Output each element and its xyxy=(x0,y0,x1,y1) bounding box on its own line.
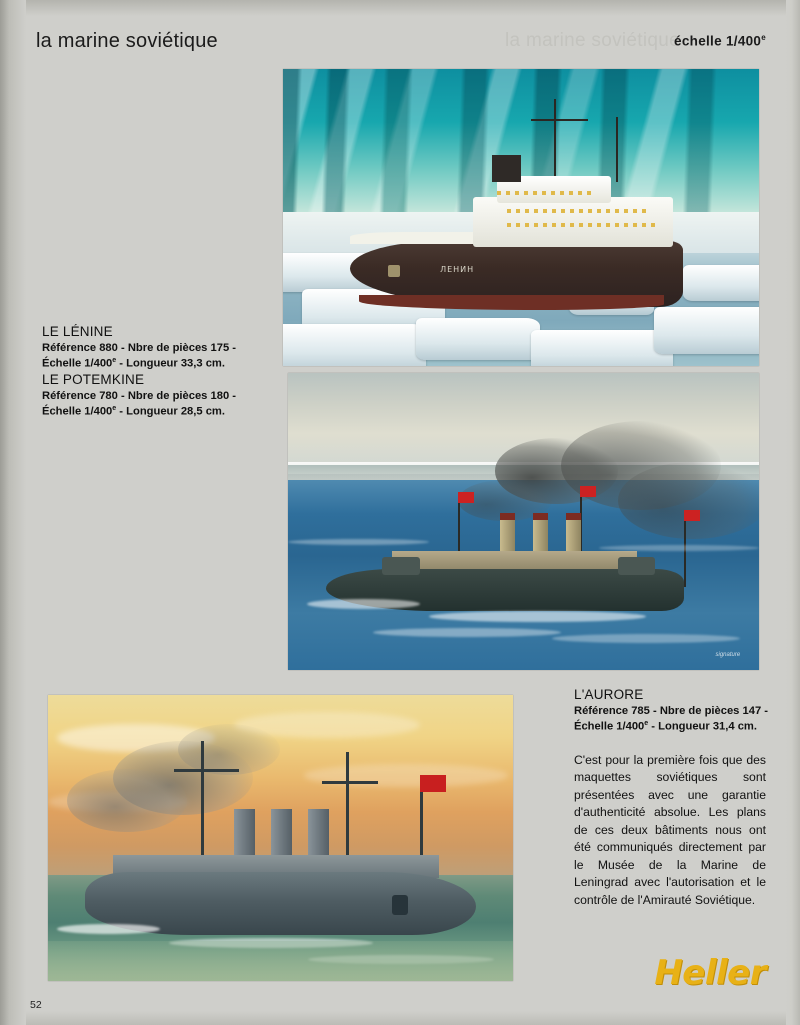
potemkine-turret-fore xyxy=(382,557,420,575)
caption-potemkine-title: LE POTEMKINE xyxy=(42,372,145,387)
ice-floe xyxy=(654,307,759,355)
aurore-yardarm xyxy=(322,781,378,784)
illustration-aurore xyxy=(48,695,513,981)
potemkine-flag-main xyxy=(580,486,596,497)
caption-lenine-line2 xyxy=(42,356,236,372)
caption-lenine xyxy=(42,324,236,372)
caption-potemkine-scale-prefix: Échelle 1/400 xyxy=(42,405,113,418)
aurore-foreground-swell xyxy=(48,941,513,981)
illustration-lenine xyxy=(283,69,759,366)
page-number: 52 xyxy=(30,999,42,1011)
potemkine-turret-aft xyxy=(618,557,656,575)
caption-aurore-scale-prefix: Échelle 1/400 xyxy=(574,720,645,733)
lenine-superstructure xyxy=(473,197,673,247)
aurore-smoke xyxy=(178,724,280,775)
caption-aurore xyxy=(574,687,768,735)
ice-floe xyxy=(416,318,540,360)
aurore-funnel xyxy=(308,809,329,858)
caption-potemkine xyxy=(42,372,236,420)
lenine-yardarm xyxy=(531,119,588,121)
potemkine-funnel-cap xyxy=(566,513,581,520)
potemkine-flag-stern xyxy=(684,510,700,521)
lenine-window-row xyxy=(507,223,659,227)
potemkine-flag-fore xyxy=(458,492,474,503)
aurore-flag xyxy=(420,775,446,792)
lenine-window-row xyxy=(497,191,592,195)
caption-potemkine-length: - Longueur 28,5 cm. xyxy=(116,405,225,418)
lenine-bow-deck xyxy=(350,232,483,244)
caption-aurore-title: L'AURORE xyxy=(574,687,644,702)
aurore-funnel xyxy=(234,809,255,858)
description-paragraph: C'est pour la première fois que des maquettes soviétiques sont présentées avec une garantie d'authenticité absolue. Les plans de ces deux bâtiments nous ont été communiqués directement par le Musée de la Marine de Leningrad avec l'autorisation et le contrôle de l'Amirauté Soviétique. xyxy=(574,753,766,907)
lenine-mast-main xyxy=(616,117,618,182)
lenine-bow-emblem xyxy=(388,265,400,277)
potemkine-bow-wave xyxy=(307,599,420,609)
page-edge-bottom xyxy=(0,1011,800,1025)
potemkine-funnel xyxy=(533,516,548,552)
potemkine-funnel xyxy=(500,516,515,552)
page-edge-top xyxy=(0,0,800,16)
aurore-yardarm xyxy=(174,769,239,772)
potemkine-funnel-cap xyxy=(533,513,548,520)
potemkine-funnel xyxy=(566,516,581,552)
ice-floe xyxy=(683,265,759,301)
potemkine-wake xyxy=(429,611,646,622)
caption-potemkine-line1: Référence 780 - Nbre de pièces 180 - xyxy=(42,390,237,402)
header-scale-sup: e xyxy=(761,33,766,42)
aurore-bow-wave xyxy=(57,924,159,934)
header-scale-text: échelle 1/400 xyxy=(674,33,762,49)
caption-aurore-line1: Référence 785 - Nbre de pièces 147 - xyxy=(574,705,769,717)
caption-lenine-title: LE LÉNINE xyxy=(42,324,113,339)
lenine-funnel xyxy=(492,155,521,182)
caption-lenine-scale-prefix: Échelle 1/400 xyxy=(42,357,113,370)
caption-aurore-line2 xyxy=(574,719,768,735)
illustration-potemkine xyxy=(288,373,759,670)
header-scale-label xyxy=(674,33,766,49)
caption-aurore-scale-sup: e xyxy=(644,720,649,728)
page-title: la marine soviétique xyxy=(36,30,218,52)
potemkine-funnel-cap xyxy=(500,513,515,520)
lenine-hull-name: ЛЕНИН xyxy=(440,265,475,275)
heller-logo xyxy=(654,953,766,993)
caption-lenine-scale-sup: e xyxy=(112,357,117,365)
ice-floe xyxy=(283,324,426,366)
aurore-smoke xyxy=(67,769,188,832)
aurore-funnel xyxy=(271,809,292,858)
aurore-stern-emblem xyxy=(392,895,408,915)
potemkine-artist-signature: signature xyxy=(715,652,741,659)
caption-potemkine-scale-sup: e xyxy=(112,405,117,413)
lenine-window-row xyxy=(507,209,650,213)
caption-potemkine-line2 xyxy=(42,404,236,420)
aurore-mast-main xyxy=(346,752,349,861)
heller-logo-text: Heller xyxy=(654,953,766,993)
aurore-mast-fore xyxy=(201,741,204,861)
caption-lenine-line1: Référence 880 - Nbre de pièces 175 - xyxy=(42,342,237,354)
lenine-mast-fore xyxy=(554,99,556,176)
caption-lenine-length: - Longueur 33,3 cm. xyxy=(116,357,225,370)
ice-floe xyxy=(531,330,674,366)
header-ghost-text: la marine soviétique xyxy=(505,30,680,51)
caption-aurore-length: - Longueur 31,4 cm. xyxy=(648,720,757,733)
